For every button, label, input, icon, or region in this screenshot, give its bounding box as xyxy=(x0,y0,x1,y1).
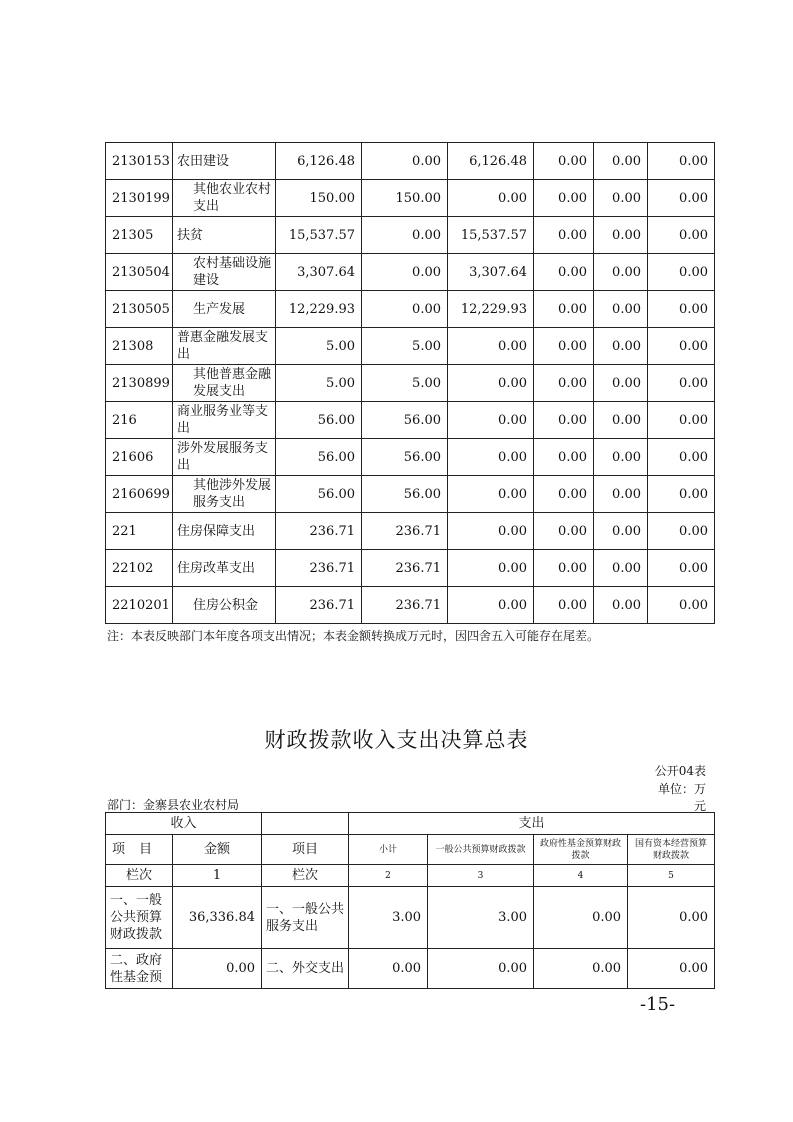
blank-header xyxy=(262,813,349,835)
value-basic: 0.00 xyxy=(362,291,448,328)
value-total: 15,537.57 xyxy=(276,217,362,254)
value-5: 0.00 xyxy=(594,550,648,587)
item2-header: 项目 xyxy=(262,835,349,865)
gov-fund-header: 政府性基金预算财政拨款 xyxy=(534,835,628,865)
table-row xyxy=(106,513,715,550)
value-4: 0.00 xyxy=(534,365,594,402)
income-item: 二、政府性基金预 xyxy=(106,949,173,989)
value-6: 0.00 xyxy=(648,513,715,550)
value-4: 0.00 xyxy=(534,550,594,587)
row-name: 其他普惠金融发展支出 xyxy=(173,365,276,402)
row-code: 2130899 xyxy=(106,365,173,402)
value-project: 0.00 xyxy=(448,439,534,476)
value-project: 0.00 xyxy=(448,587,534,624)
row-name: 农田建设 xyxy=(173,143,276,180)
value-basic: 56.00 xyxy=(362,402,448,439)
value-total: 12,229.93 xyxy=(276,291,362,328)
value-4: 0.00 xyxy=(534,328,594,365)
table-row xyxy=(106,328,715,365)
value-5: 0.00 xyxy=(594,439,648,476)
value-project: 0.00 xyxy=(448,402,534,439)
value-gov-fund: 0.00 xyxy=(534,887,628,949)
value-4: 0.00 xyxy=(534,587,594,624)
value-6: 0.00 xyxy=(648,402,715,439)
value-5: 0.00 xyxy=(594,254,648,291)
value-5: 0.00 xyxy=(594,291,648,328)
table-title: 财政拨款收入支出决算总表 xyxy=(264,728,529,752)
value-project: 6,126.48 xyxy=(448,143,534,180)
value-5: 0.00 xyxy=(594,217,648,254)
income-header: 收入 xyxy=(106,813,262,835)
col-3: 3 xyxy=(428,865,534,887)
value-project: 0.00 xyxy=(448,328,534,365)
page-number: -15- xyxy=(640,994,676,1015)
value-basic: 150.00 xyxy=(362,180,448,217)
value-6: 0.00 xyxy=(648,328,715,365)
row-code: 22102 xyxy=(106,550,173,587)
value-basic: 236.71 xyxy=(362,550,448,587)
income-amount: 0.00 xyxy=(173,949,262,989)
col-1: 1 xyxy=(173,865,262,887)
row-name: 扶贫 xyxy=(173,217,276,254)
value-total: 236.71 xyxy=(276,587,362,624)
row-name: 住房公积金 xyxy=(173,587,276,624)
value-total: 56.00 xyxy=(276,476,362,513)
value-basic: 5.00 xyxy=(362,328,448,365)
expense-header: 支出 xyxy=(349,813,715,835)
row-name: 涉外发展服务支出 xyxy=(173,439,276,476)
value-6: 0.00 xyxy=(648,254,715,291)
table-row xyxy=(106,291,715,328)
value-5: 0.00 xyxy=(594,328,648,365)
row-code: 2130504 xyxy=(106,254,173,291)
value-total: 56.00 xyxy=(276,439,362,476)
table-row xyxy=(106,550,715,587)
value-6: 0.00 xyxy=(648,365,715,402)
value-project: 0.00 xyxy=(448,180,534,217)
value-basic: 5.00 xyxy=(362,365,448,402)
column-index-row xyxy=(106,865,715,887)
col-2: 2 xyxy=(349,865,428,887)
value-4: 0.00 xyxy=(534,291,594,328)
value-basic: 0.00 xyxy=(362,143,448,180)
row-name: 普惠金融发展支出 xyxy=(173,328,276,365)
value-total: 3,307.64 xyxy=(276,254,362,291)
row-name: 生产发展 xyxy=(173,291,276,328)
table-row xyxy=(106,476,715,513)
column-index-label-2: 栏次 xyxy=(262,865,349,887)
value-4: 0.00 xyxy=(534,180,594,217)
table-row xyxy=(106,254,715,291)
row-code: 221 xyxy=(106,513,173,550)
value-total: 56.00 xyxy=(276,402,362,439)
value-total: 5.00 xyxy=(276,328,362,365)
expense-item: 二、外交支出 xyxy=(262,949,349,989)
department-label: 部门：金寨县农业农村局 xyxy=(107,798,240,812)
value-4: 0.00 xyxy=(534,476,594,513)
value-6: 0.00 xyxy=(648,180,715,217)
value-5: 0.00 xyxy=(594,513,648,550)
row-code: 21308 xyxy=(106,328,173,365)
value-general-budget: 3.00 xyxy=(428,887,534,949)
row-name: 住房保障支出 xyxy=(173,513,276,550)
row-code: 216 xyxy=(106,402,173,439)
value-4: 0.00 xyxy=(534,439,594,476)
amount-header: 金额 xyxy=(173,835,262,865)
col-5: 5 xyxy=(628,865,715,887)
value-project: 0.00 xyxy=(448,513,534,550)
value-6: 0.00 xyxy=(648,291,715,328)
value-5: 0.00 xyxy=(594,180,648,217)
table-row xyxy=(106,402,715,439)
row-code: 21305 xyxy=(106,217,173,254)
value-4: 0.00 xyxy=(534,217,594,254)
value-basic: 56.00 xyxy=(362,476,448,513)
value-basic: 236.71 xyxy=(362,587,448,624)
col-4: 4 xyxy=(534,865,628,887)
table-row xyxy=(106,949,715,989)
value-total: 236.71 xyxy=(276,513,362,550)
value-5: 0.00 xyxy=(594,365,648,402)
expenditure-detail-body xyxy=(106,143,715,624)
value-4: 0.00 xyxy=(534,254,594,291)
value-subtotal: 0.00 xyxy=(349,949,428,989)
value-5: 0.00 xyxy=(594,587,648,624)
unit-label-cont: 元 xyxy=(693,799,706,813)
income-item: 一、一般公共预算财政拨款 xyxy=(106,887,173,949)
row-name: 住房改革支出 xyxy=(173,550,276,587)
row-name: 商业服务业等支出 xyxy=(173,402,276,439)
table-row xyxy=(106,887,715,949)
value-5: 0.00 xyxy=(594,143,648,180)
value-5: 0.00 xyxy=(594,402,648,439)
header-row-1 xyxy=(106,813,715,835)
income-amount: 36,336.84 xyxy=(173,887,262,949)
value-6: 0.00 xyxy=(648,550,715,587)
value-basic: 0.00 xyxy=(362,254,448,291)
value-6: 0.00 xyxy=(648,587,715,624)
expense-item: 一、一般公共服务支出 xyxy=(262,887,349,949)
value-basic: 0.00 xyxy=(362,217,448,254)
table-note: 注：本表反映部门本年度各项支出情况；本表金额转换成万元时，因四舍五入可能存在尾差。 xyxy=(107,629,600,643)
value-6: 0.00 xyxy=(648,217,715,254)
header-row-2 xyxy=(106,835,715,865)
row-code: 21606 xyxy=(106,439,173,476)
subtotal-header: 小计 xyxy=(349,835,428,865)
table-number: 公开04表 xyxy=(654,764,706,778)
value-4: 0.00 xyxy=(534,513,594,550)
unit-label: 单位：万 xyxy=(657,782,706,796)
general-budget-header: 一般公共预算财政拨款 xyxy=(428,835,534,865)
value-4: 0.00 xyxy=(534,143,594,180)
column-index-label: 栏次 xyxy=(106,865,173,887)
value-project: 12,229.93 xyxy=(448,291,534,328)
table-row xyxy=(106,217,715,254)
value-6: 0.00 xyxy=(648,143,715,180)
expenditure-detail-table xyxy=(105,142,715,624)
value-total: 236.71 xyxy=(276,550,362,587)
value-6: 0.00 xyxy=(648,439,715,476)
item-header: 项目 xyxy=(106,835,173,865)
fiscal-appropriation-summary-table xyxy=(105,812,715,989)
value-total: 150.00 xyxy=(276,180,362,217)
row-code: 2210201 xyxy=(106,587,173,624)
table-row xyxy=(106,587,715,624)
value-subtotal: 3.00 xyxy=(349,887,428,949)
value-project: 0.00 xyxy=(448,476,534,513)
value-6: 0.00 xyxy=(648,476,715,513)
table-row xyxy=(106,180,715,217)
value-state-capital: 0.00 xyxy=(628,887,715,949)
row-code: 2130199 xyxy=(106,180,173,217)
row-name: 其他农业农村支出 xyxy=(173,180,276,217)
value-5: 0.00 xyxy=(594,476,648,513)
value-project: 15,537.57 xyxy=(448,217,534,254)
table-row xyxy=(106,365,715,402)
row-name: 农村基础设施建设 xyxy=(173,254,276,291)
table-row xyxy=(106,143,715,180)
value-total: 5.00 xyxy=(276,365,362,402)
value-basic: 236.71 xyxy=(362,513,448,550)
value-general-budget: 0.00 xyxy=(428,949,534,989)
row-code: 2130505 xyxy=(106,291,173,328)
value-state-capital: 0.00 xyxy=(628,949,715,989)
row-code: 2130153 xyxy=(106,143,173,180)
value-gov-fund: 0.00 xyxy=(534,949,628,989)
value-total: 6,126.48 xyxy=(276,143,362,180)
value-basic: 56.00 xyxy=(362,439,448,476)
row-name: 其他涉外发展服务支出 xyxy=(173,476,276,513)
row-code: 2160699 xyxy=(106,476,173,513)
state-capital-header: 国有资本经营预算财政拨款 xyxy=(628,835,715,865)
value-project: 0.00 xyxy=(448,365,534,402)
value-4: 0.00 xyxy=(534,402,594,439)
value-project: 0.00 xyxy=(448,550,534,587)
value-project: 3,307.64 xyxy=(448,254,534,291)
table-row xyxy=(106,439,715,476)
